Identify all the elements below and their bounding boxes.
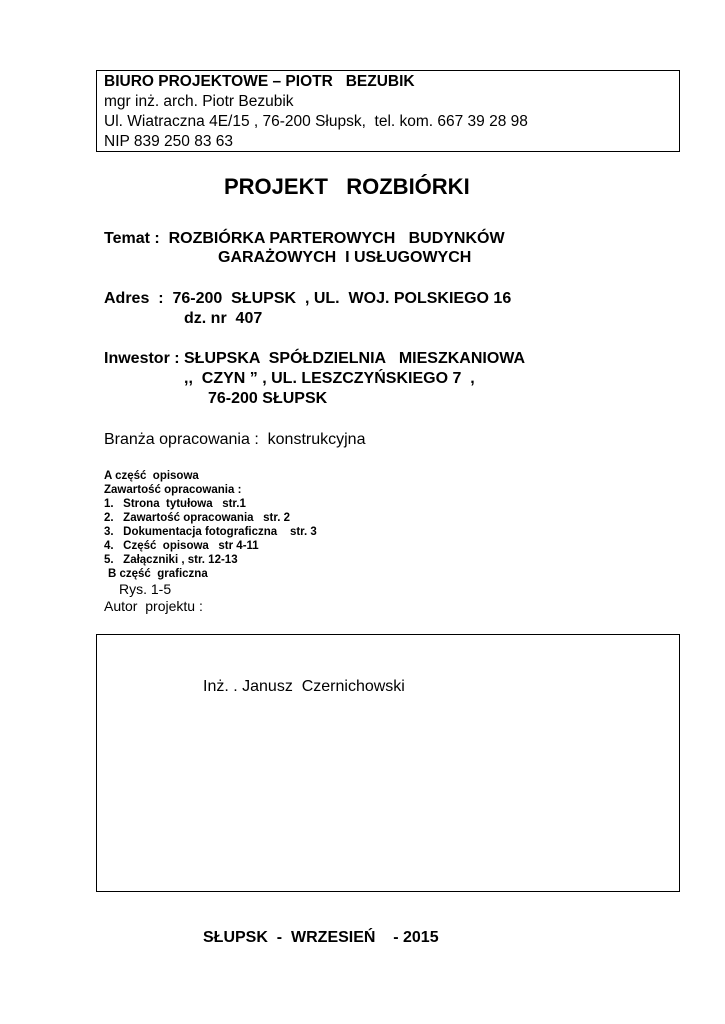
- contents-item: 3. Dokumentacja fotograficzna str. 3: [104, 526, 317, 538]
- contents-item: 5. Załączniki , str. 12-13: [104, 554, 238, 566]
- inwestor-line-3: 76-200 SŁUPSK: [208, 390, 328, 407]
- temat-line-1: Temat : ROZBIÓRKA PARTEROWYCH BUDYNKÓW: [104, 230, 505, 247]
- adres-line-2: dz. nr 407: [184, 310, 263, 327]
- contents-heading: Zawartość opracowania :: [104, 484, 242, 496]
- temat-line-2: GARAŻOWYCH I USŁUGOWYCH: [218, 249, 472, 266]
- place-date: SŁUPSK - WRZESIEŃ - 2015: [203, 929, 439, 946]
- inwestor-line-2: ,, CZYN ” , UL. LESZCZYŃSKIEGO 7 ,: [184, 370, 475, 387]
- adres-line-1: Adres : 76-200 SŁUPSK , UL. WOJ. POLSKIEGO 16: [104, 290, 512, 307]
- drawings-range: Rys. 1-5: [119, 581, 172, 597]
- branza-opracowania: Branża opracowania : konstrukcyjna: [104, 431, 366, 448]
- part-b-heading: B część graficzna: [108, 568, 208, 580]
- contents-item: 1. Strona tytułowa str.1: [104, 498, 246, 510]
- inwestor-line-1: Inwestor : SŁUPSKA SPÓŁDZIELNIA MIESZKANIOWA: [104, 350, 526, 367]
- part-a-heading: A część opisowa: [104, 470, 199, 482]
- contents-item: 4. Część opisowa str 4-11: [104, 540, 259, 552]
- document-title: PROJEKT ROZBIÓRKI: [224, 174, 470, 199]
- contents-item: 2. Zawartość opracowania str. 2: [104, 512, 290, 524]
- author-name: Inż. . Janusz Czernichowski: [203, 678, 405, 695]
- office-name: BIURO PROJEKTOWE – PIOTR BEZUBIK: [104, 73, 415, 90]
- author-label: Autor projektu :: [104, 598, 203, 614]
- header-box: [96, 70, 680, 152]
- office-nip: NIP 839 250 83 63: [104, 133, 233, 150]
- author-box: [96, 634, 680, 892]
- architect-name: mgr inż. arch. Piotr Bezubik: [104, 93, 294, 110]
- office-address: Ul. Wiatraczna 4E/15 , 76-200 Słupsk, tel. kom. 667 39 28 98: [104, 113, 528, 130]
